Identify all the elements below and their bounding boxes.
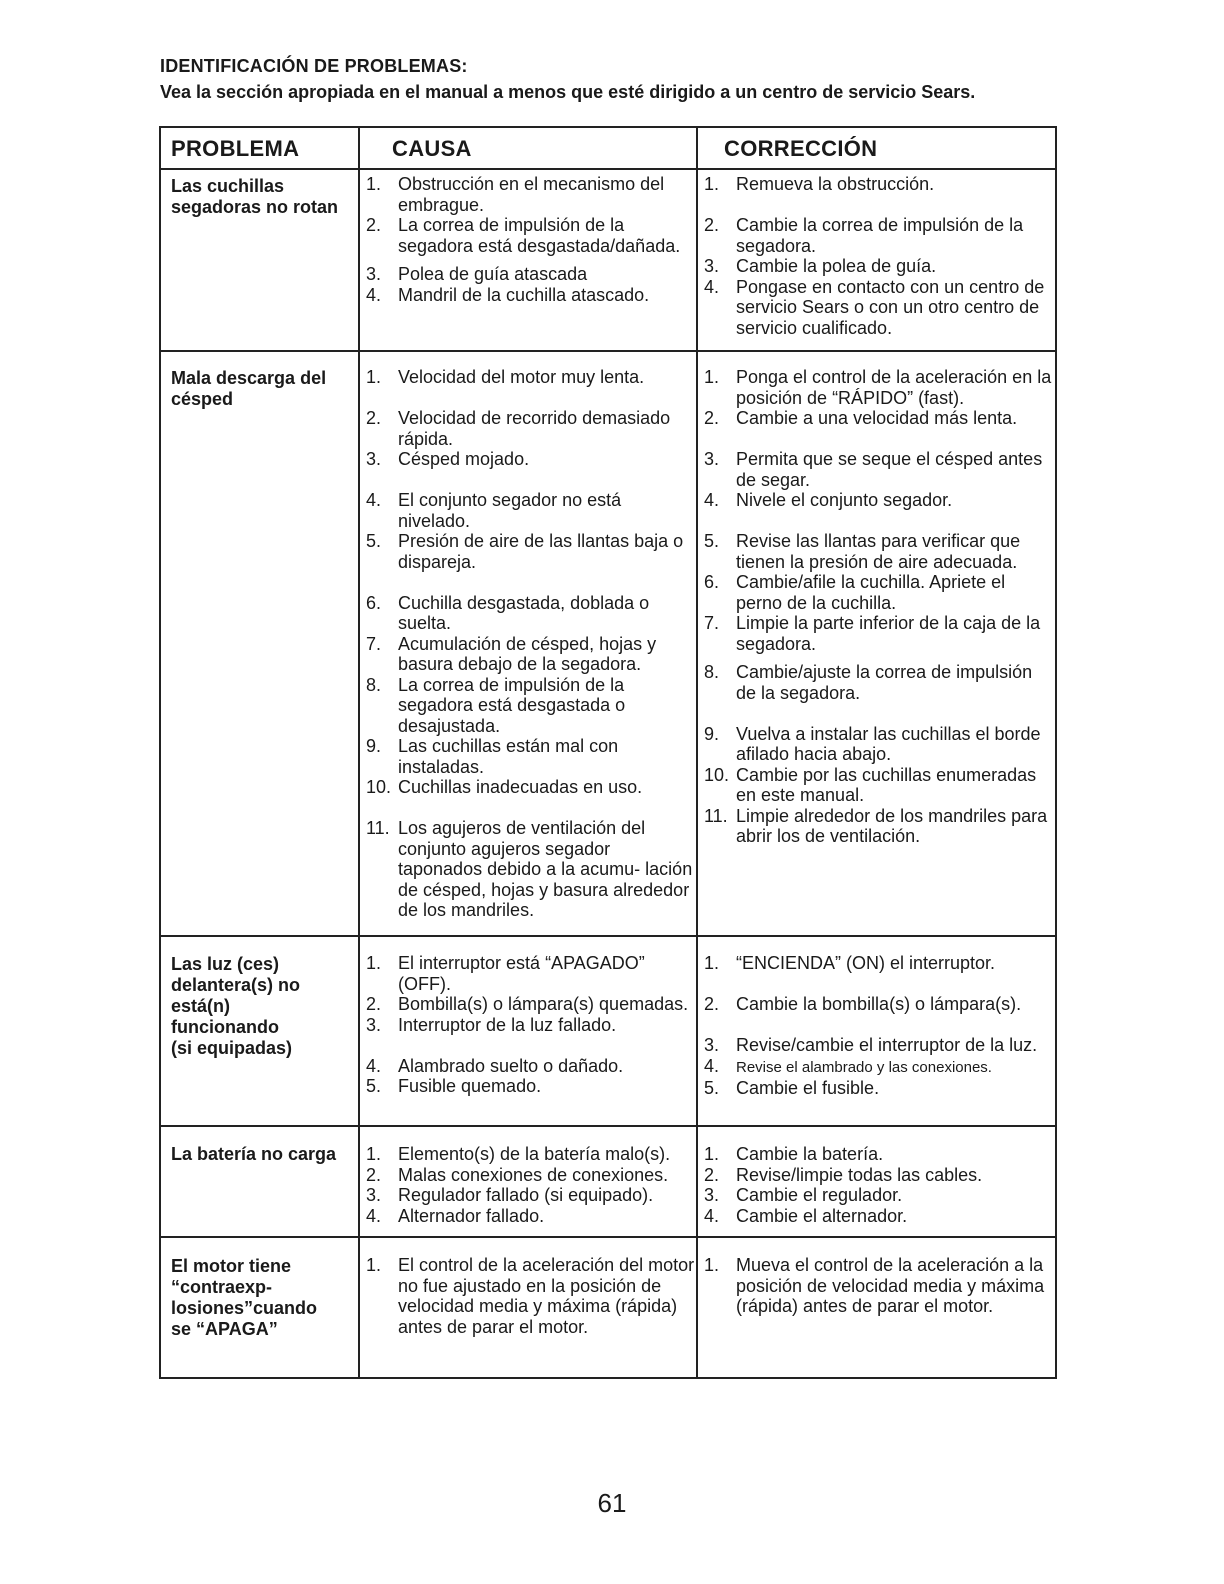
list-item: 7. Acumulación de césped, hojas y basura debajo de la segadora. (366, 633, 657, 674)
list-item: 2. Velocidad de recorrido demasiado rápida. (366, 408, 671, 449)
list-item: 5. Cambie el fusible. (704, 1078, 880, 1098)
list-item: 3. Cambie el regulador. (704, 1185, 903, 1205)
list-item: 1. Cambie la batería. (704, 1144, 884, 1164)
list-item: 2. Revise/limpie todas las cables. (704, 1164, 983, 1185)
problem-cell: Las cuchillas segadoras no rotan (171, 176, 339, 217)
list-item: 3. Revise/cambie el interruptor de la luz. (704, 1035, 1038, 1055)
list-item: 10. Cuchillas inadecuadas en uso. (366, 777, 643, 797)
list-item: 2. Malas conexiones de conexiones. (366, 1164, 669, 1185)
list-item: 4. Mandril de la cuchilla atascado. (366, 284, 650, 305)
problem-cell: Mala descarga del césped (171, 368, 327, 409)
list-item: 2. La correa de impulsión de la segadora está desgastada/dañada. (366, 215, 681, 256)
correction-list (704, 1255, 1054, 1317)
list-item: 9. Las cuchillas están mal con instaladas. (366, 736, 619, 777)
list-item: 1. “ENCIENDA” (ON) el interruptor. (704, 953, 996, 973)
list-item: 3. Polea de guía atascada (366, 264, 588, 284)
list-item: 4. Revise el alambrado y las conexiones. (704, 1055, 992, 1076)
list-item: 4. Pongase en contacto con un centro de servicio Sears o con un otro centro de servicio cualificado. (704, 276, 1045, 338)
list-item: 6. Cambie/afile la cuchilla. Apriete el perno de la cuchilla. (704, 572, 1006, 613)
list-item: 9. Vuelva a instalar las cuchillas el borde afilado hacia abajo. (704, 723, 1041, 764)
list-item: 5. Presión de aire de las llantas baja o dispareja. (366, 531, 684, 572)
list-item: 3. Césped mojado. (366, 449, 530, 469)
list-item: 11. Limpie alrededor de los mandriles para abrir los de ventilación. (704, 805, 1048, 846)
list-item: 1. Remueva la obstrucción. (704, 174, 935, 194)
problem-cell: Las luz (ces) delantera(s) no está(n) funcionando (si equipadas) (171, 954, 301, 1058)
page-number: 61 (597, 1488, 627, 1518)
cause-list (366, 1255, 696, 1337)
list-item: 2. Bombilla(s) o lámpara(s) quemadas. (366, 994, 689, 1014)
list-item: 3. Interruptor de la luz fallado. (366, 1014, 617, 1035)
list-item: 5. Revise las llantas para verificar que tienen la presión de aire adecuada. (704, 531, 1021, 572)
page-heading: IDENTIFICACIÓN DE PROBLEMAS: (160, 56, 468, 76)
list-item: 3. Cambie la polea de guía. (704, 256, 937, 276)
troubleshooting-table (159, 126, 1057, 1379)
problem-cell: El motor tiene “contraexp- losiones”cuando se “APAGA” (171, 1256, 318, 1339)
list-item: 10. Cambie por las cuchillas enumeradas en este manual. (704, 764, 1037, 805)
list-item: 2. Cambie la correa de impulsión de la segadora. (704, 215, 1024, 256)
list-item: 5. Fusible quemado. (366, 1076, 542, 1096)
list-item: 1. Mueva el control de la aceleración a la posición de velocidad media y máxima (rápida) antes de parar el motor. (704, 1255, 1045, 1316)
list-item: 4. Alternador fallado. (366, 1205, 545, 1226)
list-item: 1. Ponga el control de la aceleración en la posición de “RÁPIDO” (fast). (704, 367, 1052, 408)
list-item: 4. Alambrado suelto o dañado. (366, 1055, 624, 1076)
list-item: 2. Cambie la bombilla(s) o lámpara(s). (704, 994, 1022, 1014)
list-item: 1. Elemento(s) de la batería malo(s). (366, 1144, 671, 1164)
list-item: 4. Cambie el alternador. (704, 1205, 908, 1226)
problem-cell: La batería no carga (171, 1144, 337, 1164)
header-correction: CORRECCIÓN (724, 136, 878, 161)
list-item: 2. Cambie a una velocidad más lenta. (704, 408, 1018, 428)
list-item: 4. Nivele el conjunto segador. (704, 490, 953, 510)
list-item: 8. La correa de impulsión de la segadora está desgastada o desajustada. (366, 674, 626, 736)
list-item: 6. Cuchilla desgastada, doblada o suelta. (366, 592, 650, 633)
list-item: 3. Permita que se seque el césped antes de segar. (704, 449, 1043, 490)
list-item: 1. Obstrucción en el mecanismo del embrague. (366, 174, 665, 215)
list-item: 4. El conjunto segador no está nivelado. (366, 490, 622, 531)
list-item: 7. Limpie la parte inferior de la caja de la segadora. (704, 613, 1041, 654)
list-item: 8. Cambie/ajuste la correa de impulsión de la segadora. (704, 662, 1033, 703)
list-item: 1. El interruptor está “APAGADO” (OFF). (366, 953, 645, 994)
list-item: 11. Los agujeros de ventilación del conjunto agujeros segador taponados debido a la acumu- lación de césped, hojas y basura alrededor de los mandriles. (366, 818, 693, 920)
list-item: 1. Velocidad del motor muy lenta. (366, 367, 645, 387)
header-cause: CAUSA (392, 136, 472, 161)
list-item: 1. El control de la aceleración del motor no fue ajustado en la posición de velocidad media y máxima (rápida) antes de parar el motor. (366, 1255, 695, 1337)
intro-text: Vea la sección apropiada en el manual a menos que esté dirigido a un centro de servicio Sears. (160, 82, 976, 102)
header-problem: PROBLEMA (171, 136, 300, 161)
list-item: 3. Regulador fallado (si equipado). (366, 1185, 654, 1205)
